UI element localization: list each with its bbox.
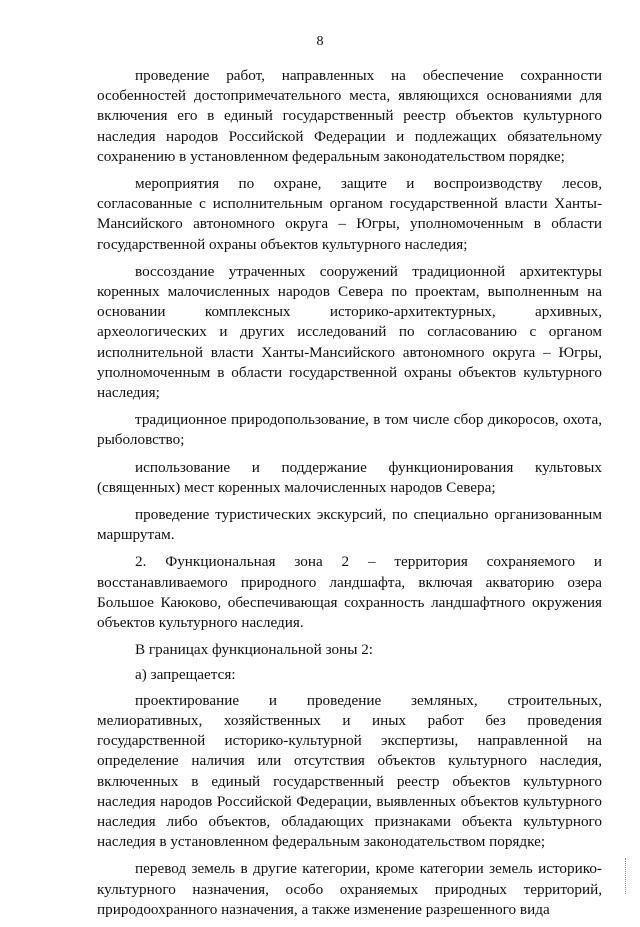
paragraph-11: перевод земель в другие категории, кроме категории земель историко-культурного назначения, особо охраняемых природных территорий, природоохранного назначения, а также изменение разрешенного вида (97, 860, 602, 918)
page-number: 8 (316, 34, 324, 49)
paragraph-2: мероприятия по охране, защите и воспроизводству лесов, согласованные с исполнительным органом государственной власти Ханты-Мансийского автономного округа – Югры, уполномоченным в области государственной охраны объектов культурного наследия; (97, 175, 602, 253)
paragraph-10: проектирование и проведение земляных, строительных, мелиоративных, хозяйственных и иных работ без проведения государственной историко-культурной экспертизы, направленной на определение наличия или отсутствия объектов культурного наследия, включенных в единый государственный реестр объектов культурного наследия народов Российской Федерации, выявленных объектов культурного наследия либо объектов, обладающих признаками объекта культурного наследия в установленном федеральным законодательством порядке; (97, 691, 602, 851)
paragraph-8: В границах функциональной зоны 2: (135, 641, 374, 659)
paragraph-9: а) запрещается: (135, 666, 236, 684)
paragraph-7: 2. Функциональная зона 2 – территория сохраняемого и восстанавливаемого природного ландшафта, включая акваторию озера Большое Каюково, обеспечивающая сохранность ландшафтного окружения объектов культурного наследия. (97, 553, 602, 632)
document-body (97, 66, 602, 927)
paragraph-1: проведение работ, направленных на обеспечение сохранности особенностей достопримечательного места, являющихся основаниями для включения его в единый государственный реестр объектов культурного наследия народов Российской Федерации и подлежащих обязательному сохранению в установленном федеральным законодательством порядке; (97, 67, 602, 165)
paragraph-6: проведение туристических экскурсий, по специально организованным маршрутам. (97, 506, 602, 544)
paragraph-5: использование и поддержание функционирования культовых (священных) мест коренных малочисленных народов Севера; (97, 458, 602, 496)
paragraph-3: воссоздание утраченных сооружений традиционной архитектуры коренных малочисленных народов Севера по проектам, выполненным на основании комплексных историко-архитектурных, архивных, археологических и других исследований по согласованию с органом исполнительной власти Ханты-Мансийского автономного округа – Югры, уполномоченным в области государственной охраны объектов культурного наследия; (97, 262, 602, 402)
paragraph-4: традиционное природопользование, в том числе сбор дикоросов, охота, рыболовство; (97, 411, 602, 449)
scan-edge-mark (625, 858, 632, 894)
